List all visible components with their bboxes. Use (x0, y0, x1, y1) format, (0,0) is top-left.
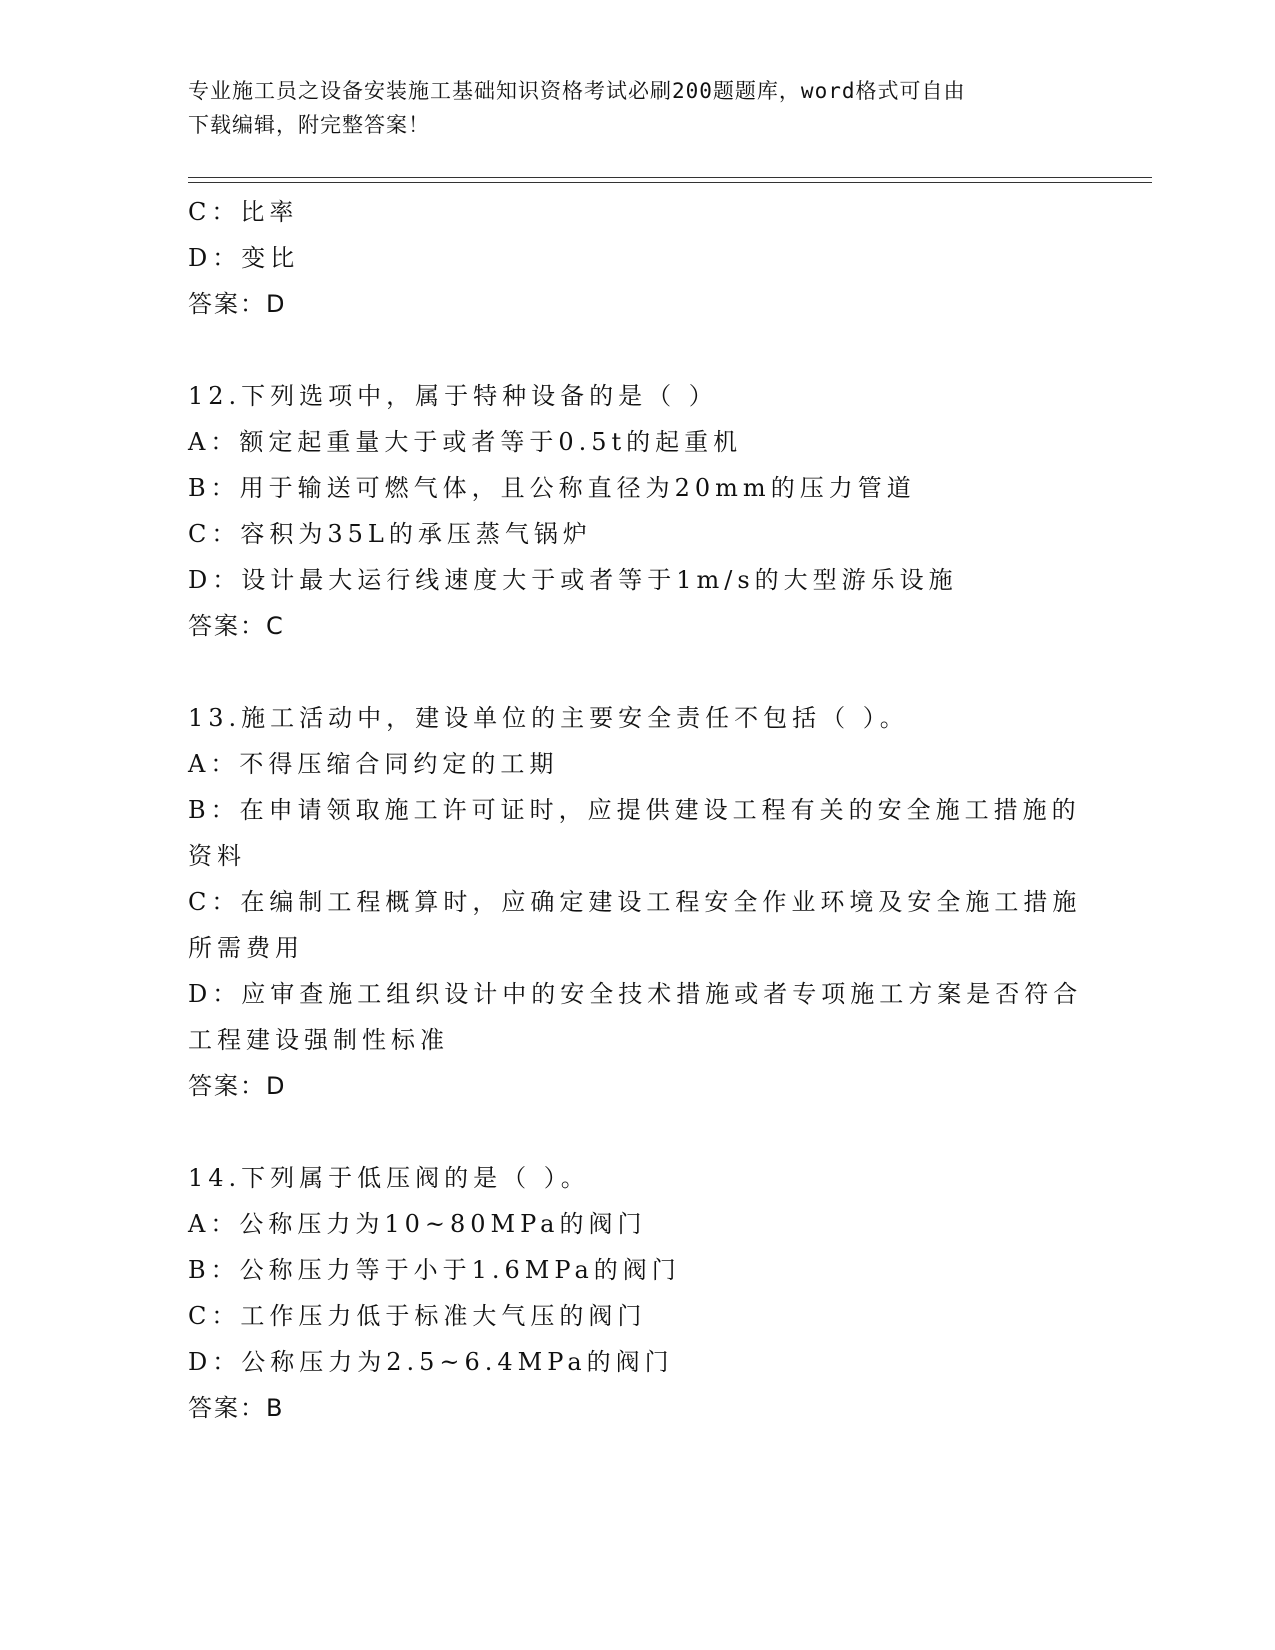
spacer (188, 1109, 1088, 1155)
option-d: D：变比 (188, 244, 300, 272)
header-line-2: 下载编辑，附完整答案！ (188, 113, 430, 137)
answer: 答案：C (188, 612, 285, 640)
answer: 答案：D (188, 1072, 287, 1100)
option-a: A：不得压缩合同约定的工期 (188, 750, 559, 778)
option-a: A：额定起重量大于或者等于0.5t的起重机 (188, 428, 743, 456)
option-b-line-1: B：在申请领取施工许可证时，应提供建设工程有关的安全施工措施的 (188, 796, 1081, 824)
answer: 答案：D (188, 290, 287, 318)
question-14 (188, 1155, 1088, 1431)
option-b-line-2: 资料 (188, 842, 246, 870)
question-11-tail (188, 189, 1088, 327)
question-list (188, 189, 1088, 1431)
document-header (188, 74, 1068, 142)
option-c: C：工作压力低于标准大气压的阀门 (188, 1302, 647, 1330)
option-c: C：比率 (188, 198, 299, 226)
option-b: B：用于输送可燃气体，且公称直径为20mm的压力管道 (188, 474, 916, 502)
question-stem: 13.施工活动中，建设单位的主要安全责任不包括（ ）。 (188, 704, 909, 732)
option-d: D：公称压力为2.5~6.4MPa的阀门 (188, 1348, 674, 1376)
spacer (188, 649, 1088, 695)
option-a: A：公称压力为10~80MPa的阀门 (188, 1210, 647, 1238)
question-12 (188, 373, 1088, 649)
option-d-line-1: D：应审查施工组织设计中的安全技术措施或者专项施工方案是否符合 (188, 980, 1083, 1008)
spacer (188, 327, 1088, 373)
option-c-line-2: 所需费用 (188, 934, 304, 962)
option-b: B：公称压力等于小于1.6MPa的阀门 (188, 1256, 681, 1284)
question-stem: 12.下列选项中，属于特种设备的是（ ） (188, 382, 718, 410)
question-13 (188, 695, 1088, 1109)
option-c: C：容积为35L的承压蒸气锅炉 (188, 520, 592, 548)
option-d-line-2: 工程建设强制性标准 (188, 1026, 449, 1054)
header-line-1: 专业施工员之设备安装施工基础知识资格考试必刷200题题库，word格式可自由 (188, 79, 966, 103)
question-stem: 14.下列属于低压阀的是（ ）。 (188, 1164, 590, 1192)
option-c-line-1: C：在编制工程概算时，应确定建设工程安全作业环境及安全施工措施 (188, 888, 1082, 916)
header-divider-bottom (188, 182, 1152, 183)
option-d: D：设计最大运行线速度大于或者等于1m/s的大型游乐设施 (188, 566, 958, 594)
answer: 答案：B (188, 1394, 285, 1422)
header-divider-top (188, 177, 1152, 178)
